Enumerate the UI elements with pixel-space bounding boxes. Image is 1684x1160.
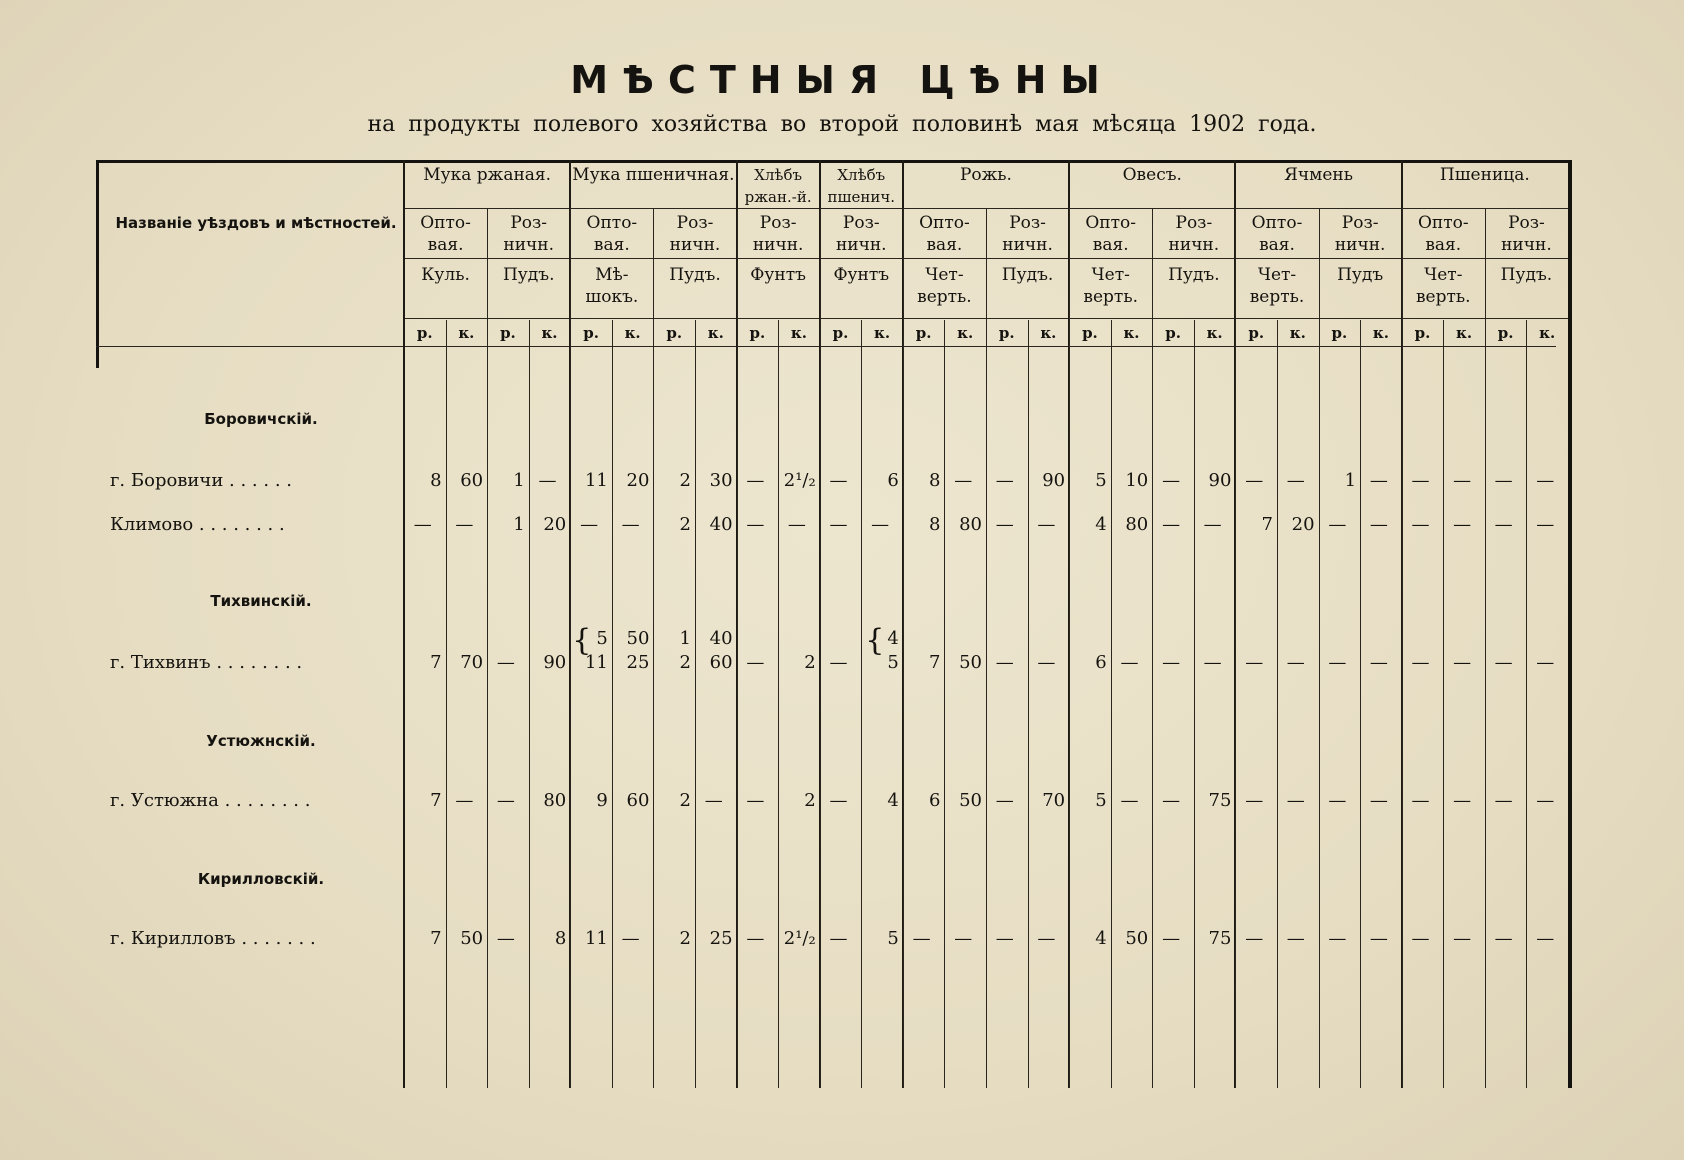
price-cell: 2 — [804, 652, 816, 673]
ruble-label: р. — [832, 324, 849, 342]
price-cell: — — [1536, 470, 1555, 491]
subcolumn-type: Роз- ничн. — [835, 213, 887, 255]
price-cell: — — [1245, 790, 1264, 811]
subcolumn-unit: Пудъ. — [1001, 265, 1054, 285]
price-cell: — — [1369, 514, 1388, 535]
price-cell: 8 — [430, 470, 442, 491]
group-header-7: Ячмень — [1284, 165, 1353, 185]
price-cell: — — [746, 790, 765, 811]
price-cell: 80 — [1125, 514, 1149, 535]
kopeck-label: к. — [1372, 324, 1389, 342]
price-cell: 4 — [1095, 514, 1107, 535]
price-cell: 10 — [1125, 470, 1149, 491]
kopeck-label: к. — [541, 324, 558, 342]
price-cell: 25 — [709, 928, 733, 949]
ruble-label: р. — [915, 324, 932, 342]
price-cell: — — [1453, 928, 1472, 949]
kopeck-label: к. — [1456, 324, 1473, 342]
subcolumn-type: Роз- ничн. — [669, 213, 721, 255]
price-cell: — — [1162, 928, 1181, 949]
ruble-label: р. — [1414, 324, 1431, 342]
subcolumn-unit: Пудъ — [1337, 265, 1384, 285]
price-cell: 5 — [1095, 790, 1107, 811]
price-cell: 5 — [1095, 470, 1107, 491]
subcolumn-unit: Мѣ- шокъ. — [585, 265, 639, 307]
ruble-label: р. — [1165, 324, 1181, 342]
kopeck-label: к. — [957, 324, 974, 342]
price-cell: — — [1328, 652, 1347, 673]
rk-separator — [1111, 320, 1112, 1088]
place-name: г. Кирилловъ . . . . . . . — [110, 928, 316, 949]
price-cell: — — [538, 470, 557, 491]
ruble-label: р. — [998, 324, 1015, 342]
price-cell: 90 — [1042, 470, 1066, 491]
price-cell: — — [1536, 652, 1555, 673]
rk-separator — [446, 320, 447, 1088]
price-cell: — — [496, 790, 515, 811]
price-cell: — — [1328, 790, 1347, 811]
district-name: Устюжнскій. — [206, 732, 316, 750]
price-cell: — — [1369, 652, 1388, 673]
price-cell: 2 — [679, 790, 691, 811]
price-cell: 8 — [554, 928, 567, 949]
price-cell: 2 — [679, 652, 691, 673]
price-cell: 6 — [1095, 652, 1107, 673]
price-cell: 2 — [679, 514, 691, 535]
kopeck-label: к. — [1289, 324, 1306, 342]
price-cell: 6 — [887, 470, 899, 491]
price-cell: 90 — [1208, 470, 1232, 491]
price-cell: — — [1369, 928, 1388, 949]
district-name: Тихвинскій. — [210, 592, 312, 610]
ruble-label: р. — [666, 324, 683, 342]
price-cell: 80 — [543, 790, 567, 811]
price-cell: 20 — [626, 470, 650, 491]
price-cell: — — [995, 514, 1014, 535]
subcolumn-unit: Фунтъ — [750, 265, 806, 285]
kopeck-label: к. — [1040, 324, 1057, 342]
subcolumn-type: Роз- ничн. — [1334, 213, 1386, 255]
place-name: г. Тихвинъ . . . . . . . . — [110, 652, 303, 673]
price-cell-upper: 50 — [626, 628, 650, 649]
price-cell: 7 — [928, 652, 941, 673]
price-cell-upper: 1 — [679, 628, 691, 649]
price-cell: — — [1494, 514, 1513, 535]
price-cell: — — [829, 652, 848, 673]
kopeck-label: к. — [874, 324, 891, 342]
brace: { — [572, 623, 592, 658]
subcolumn-unit: Куль. — [421, 265, 470, 285]
group-header-3: Хлѣбъ ржан.-й. — [744, 166, 812, 206]
rk-separator — [1194, 320, 1195, 1088]
price-cell: — — [704, 790, 723, 811]
rk-separator — [1360, 320, 1361, 1088]
price-cell: — — [1162, 790, 1181, 811]
price-cell: — — [1162, 514, 1181, 535]
price-cell: — — [1411, 514, 1430, 535]
price-cell: — — [1536, 928, 1555, 949]
group-header-8: Пшеница. — [1439, 165, 1530, 185]
rk-separator — [861, 320, 862, 1088]
kopeck-label: к. — [1206, 324, 1223, 342]
place-name: Климово . . . . . . . . — [110, 514, 285, 535]
price-cell: — — [1162, 652, 1181, 673]
price-cell: 90 — [543, 652, 567, 673]
price-cell: 50 — [1125, 928, 1149, 949]
price-cell: — — [829, 470, 848, 491]
subcolumn-unit: Пудъ. — [502, 265, 555, 285]
kopeck-label: к. — [790, 324, 807, 342]
group-header-2: Мука пшеничная. — [572, 165, 735, 185]
price-cell: 50 — [959, 652, 982, 673]
price-cell: 7 — [430, 928, 442, 949]
price-cell: — — [413, 514, 432, 535]
table-left-border — [96, 160, 99, 368]
price-cell: 70 — [1042, 790, 1066, 811]
rk-separator — [778, 320, 779, 1088]
price-cell: 4 — [1095, 928, 1107, 949]
group-header-4: Хлѣбъ пшенич. — [827, 166, 896, 206]
price-cell: 40 — [709, 514, 733, 535]
page-title: МѢСТНЫЯ ЦѢНЫ — [570, 58, 1114, 102]
price-cell: 2¹/₂ — [783, 470, 816, 491]
subcolumn-type: Роз- ничн. — [503, 213, 555, 255]
price-cell: — — [912, 928, 931, 949]
price-cell: — — [1245, 652, 1264, 673]
price-cell: 25 — [626, 652, 650, 673]
place-name: г. Устюжна . . . . . . . . — [110, 790, 311, 811]
kopeck-label: к. — [1123, 324, 1140, 342]
price-cell: — — [455, 514, 474, 535]
subcolumn-type: Опто- вая. — [420, 213, 471, 255]
price-cell: 11 — [584, 470, 608, 491]
price-cell: — — [1203, 652, 1222, 673]
price-cell: 20 — [1291, 514, 1315, 535]
price-cell: 70 — [460, 652, 484, 673]
district-name: Боровичскій. — [204, 410, 318, 428]
brace: { — [865, 623, 885, 658]
subcolumn-type: Опто- вая. — [1417, 213, 1469, 255]
ruble-label: р. — [1082, 324, 1098, 342]
price-cell: — — [1037, 928, 1056, 949]
price-cell: — — [1369, 790, 1388, 811]
price-cell: — — [995, 652, 1014, 673]
price-cell: — — [829, 928, 848, 949]
subcolumn-type: Роз- ничн. — [1168, 213, 1220, 255]
price-cell: — — [1494, 928, 1513, 949]
price-cell: 5 — [887, 928, 899, 949]
price-cell: — — [621, 514, 640, 535]
price-cell: — — [1120, 652, 1139, 673]
price-cell: — — [1536, 514, 1555, 535]
price-cell: — — [995, 928, 1014, 949]
group-header-6: Овесъ. — [1122, 165, 1182, 185]
price-cell: 8 — [928, 470, 941, 491]
price-cell: — — [746, 652, 765, 673]
subcolumn-unit: Чет- верть. — [1249, 265, 1305, 307]
price-cell: — — [1453, 470, 1472, 491]
price-cell: — — [1494, 790, 1513, 811]
price-cell: — — [496, 928, 515, 949]
price-cell: — — [1286, 652, 1305, 673]
price-cell: 50 — [460, 928, 484, 949]
price-cell: — — [746, 928, 765, 949]
price-cell: 7 — [430, 790, 442, 811]
ruble-label: р. — [1497, 324, 1514, 342]
group-header-5: Рожь. — [959, 165, 1012, 185]
kopeck-label: к. — [624, 324, 641, 342]
price-cell: — — [954, 928, 973, 949]
price-cell: 4 — [887, 790, 899, 811]
price-cell: — — [746, 514, 765, 535]
price-cell: 60 — [626, 790, 650, 811]
price-cell: 60 — [460, 470, 484, 491]
table-right-border — [1568, 160, 1572, 1088]
price-cell: — — [1411, 928, 1430, 949]
price-cell: — — [1494, 470, 1513, 491]
price-cell: 2 — [804, 790, 816, 811]
price-cell: — — [1411, 652, 1430, 673]
rk-separator — [1277, 320, 1278, 1088]
subcolumn-unit: Пудъ. — [1168, 265, 1220, 285]
ruble-label: р. — [416, 324, 433, 342]
price-cell: — — [1037, 652, 1056, 673]
subcolumn-type: Опто- вая. — [919, 213, 970, 255]
price-cell: — — [1453, 652, 1472, 673]
price-cell: — — [1328, 514, 1347, 535]
price-cell: — — [1286, 790, 1305, 811]
subcolumn-type: Роз- ничн. — [1501, 213, 1552, 255]
price-cell: 75 — [1208, 928, 1232, 949]
ruble-label: р. — [1331, 324, 1348, 342]
price-cell: — — [1286, 928, 1305, 949]
price-cell: — — [1453, 790, 1472, 811]
rk-separator — [944, 320, 945, 1088]
subcolumn-type: Роз- ничн. — [752, 213, 804, 255]
price-cell: 80 — [959, 514, 982, 535]
price-cell: — — [580, 514, 599, 535]
price-cell: — — [455, 790, 474, 811]
price-cell: — — [1245, 470, 1264, 491]
rk-separator — [695, 320, 696, 1088]
price-cell: — — [1411, 470, 1430, 491]
subcolumn-type: Опто- вая. — [1251, 213, 1303, 255]
price-cell: 75 — [1208, 790, 1232, 811]
price-cell: 50 — [959, 790, 982, 811]
price-cell: — — [1411, 790, 1430, 811]
price-cell: — — [621, 928, 640, 949]
price-cell: 1 — [1344, 470, 1357, 491]
ruble-label: р. — [500, 324, 516, 342]
price-cell: 8 — [928, 514, 941, 535]
price-cell: 5 — [887, 652, 899, 673]
subcolumn-unit: Фунтъ — [833, 265, 890, 285]
price-cell: — — [746, 470, 765, 491]
price-cell: — — [995, 790, 1014, 811]
rk-separator — [612, 320, 613, 1088]
price-cell: — — [829, 790, 848, 811]
group-header-1: Мука ржаная. — [423, 165, 552, 185]
price-cell: — — [954, 470, 973, 491]
subcolumn-unit: Пудъ. — [669, 265, 721, 285]
price-cell: 9 — [596, 790, 608, 811]
subcolumn-unit: Чет- верть. — [917, 265, 972, 307]
price-cell: 11 — [584, 652, 608, 673]
price-cell: 11 — [584, 928, 608, 949]
price-table — [96, 160, 1572, 1100]
price-cell: — — [1037, 514, 1056, 535]
district-name: Кирилловскій. — [197, 870, 325, 888]
price-cell: — — [787, 514, 806, 535]
price-cell: — — [496, 652, 515, 673]
price-cell-upper: 4 — [887, 628, 899, 649]
page-subtitle: на продукты полевого хозяйства во второй половинѣ мая мѣсяца 1902 года. — [367, 112, 1317, 137]
rk-separator — [529, 320, 530, 1088]
ruble-label: р. — [749, 324, 766, 342]
price-cell: 2 — [679, 928, 691, 949]
subcolumn-type: Роз- ничн. — [1002, 213, 1053, 255]
price-cell: — — [1120, 790, 1139, 811]
ruble-label: р. — [583, 324, 599, 342]
price-cell: — — [871, 514, 890, 535]
row-header-label: Названіе уѣздовъ и мѣстностей. — [115, 214, 397, 232]
subcolumn-unit: Пудъ. — [1500, 265, 1553, 285]
kopeck-label: к. — [707, 324, 724, 342]
price-cell: 60 — [709, 652, 733, 673]
price-cell: 7 — [430, 652, 442, 673]
price-cell: 20 — [543, 514, 567, 535]
price-cell: 30 — [709, 470, 733, 491]
header-bottom-line — [96, 346, 1556, 347]
subcolumn-unit: Чет- верть. — [1083, 265, 1138, 307]
subcolumn-type: Опто- вая. — [586, 213, 638, 255]
place-name: г. Боровичи . . . . . . — [110, 470, 292, 491]
price-cell-upper: 5 — [596, 628, 608, 649]
subcolumn-type: Опто- вая. — [1085, 213, 1137, 255]
price-cell: 6 — [928, 790, 941, 811]
rk-separator — [1443, 320, 1444, 1088]
price-cell: 1 — [513, 470, 525, 491]
table-top-border — [96, 160, 1572, 163]
price-cell: 2 — [679, 470, 691, 491]
price-cell: — — [995, 470, 1014, 491]
price-cell: — — [1328, 928, 1347, 949]
subcolumn-unit: Чет- верть. — [1415, 265, 1471, 307]
kopeck-label: к. — [1539, 324, 1556, 342]
price-cell-upper: 40 — [709, 628, 733, 649]
price-cell: 2¹/₂ — [783, 928, 816, 949]
rk-separator — [1526, 320, 1527, 1088]
rk-separator — [1028, 320, 1029, 1088]
price-cell: — — [1494, 652, 1513, 673]
price-cell: — — [1245, 928, 1264, 949]
price-cell: — — [1453, 514, 1472, 535]
kopeck-label: к. — [458, 324, 475, 342]
price-cell: — — [829, 514, 848, 535]
price-cell: — — [1203, 514, 1222, 535]
price-cell: 7 — [1261, 514, 1273, 535]
price-cell: — — [1286, 470, 1305, 491]
price-cell: — — [1162, 470, 1181, 491]
price-cell: — — [1369, 470, 1388, 491]
ruble-label: р. — [1248, 324, 1265, 342]
price-cell: 1 — [513, 514, 525, 535]
price-cell: — — [1536, 790, 1555, 811]
